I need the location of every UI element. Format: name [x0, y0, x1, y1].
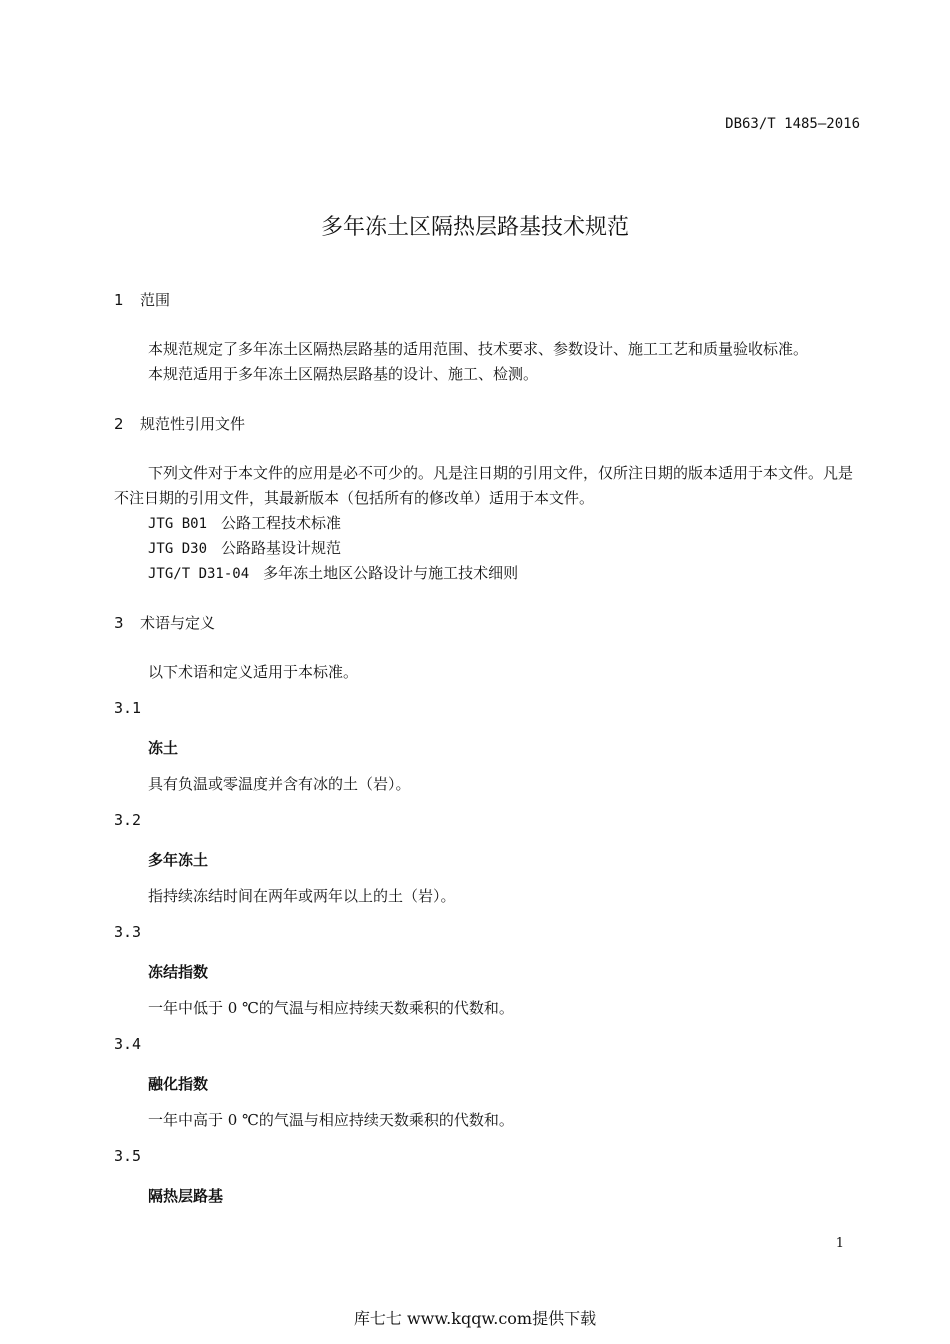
section-2-heading [114, 413, 245, 434]
term-definition: 一年中高于 0 ℃的气温与相应持续天数乘积的代数和。 [148, 1111, 514, 1129]
watermark-text: 库七七 www.kqqw.com提供下载 [353, 1309, 597, 1328]
section-3-heading [114, 612, 215, 633]
section-1-heading [114, 289, 170, 310]
term-name: 多年冻土 [148, 851, 209, 869]
term-number: 3.4 [114, 1035, 142, 1053]
section-title: 术语与定义 [140, 614, 216, 632]
term-name: 冻结指数 [148, 963, 209, 981]
paragraph: 下列文件对于本文件的应用是必不可少的。凡是注日期的引用文件，仅所注日期的版本适用于本文件。凡是不注日期的引用文件，其最新版本（包括所有的修改单）适用于本文件。 [114, 464, 854, 507]
reference-item [148, 512, 341, 533]
reference-title: 公路路基设计规范 [221, 539, 342, 557]
section-title: 规范性引用文件 [140, 415, 246, 433]
reference-code: JTG B01 [148, 516, 208, 532]
term-number: 3.3 [114, 923, 142, 941]
document-title: 多年冻土区隔热层路基技术规范 [320, 215, 629, 240]
term-definition: 具有负温或零温度并含有冰的土（岩）。 [148, 775, 411, 793]
term-number: 3.2 [114, 811, 142, 829]
paragraph: 本规范规定了多年冻土区隔热层路基的适用范围、技术要求、参数设计、施工工艺和质量验收标准。 [148, 340, 809, 358]
reference-item [148, 562, 518, 583]
paragraph: 以下术语和定义适用于本标准。 [148, 663, 359, 681]
term-name: 融化指数 [148, 1075, 209, 1093]
reference-item [148, 537, 341, 558]
section-title: 范围 [140, 291, 171, 309]
reference-title: 公路工程技术标准 [221, 514, 342, 532]
section-number: 2 [114, 415, 124, 433]
reference-code: JTG D30 [148, 541, 208, 557]
section-number: 1 [114, 291, 124, 309]
reference-title: 多年冻土地区公路设计与施工技术细则 [263, 564, 519, 582]
term-definition: 一年中低于 0 ℃的气温与相应持续天数乘积的代数和。 [148, 999, 514, 1017]
term-definition: 指持续冻结时间在两年或两年以上的土（岩）。 [148, 887, 456, 905]
term-number: 3.5 [114, 1147, 142, 1165]
section-number: 3 [114, 614, 124, 632]
standard-code: DB63/T 1485—2016 [725, 116, 860, 132]
term-name: 冻土 [148, 739, 179, 757]
term-name: 隔热层路基 [148, 1187, 224, 1205]
page-number: 1 [835, 1236, 844, 1251]
reference-code: JTG/T D31-04 [148, 566, 250, 582]
term-number: 3.1 [114, 699, 142, 717]
paragraph: 本规范适用于多年冻土区隔热层路基的设计、施工、检测。 [148, 365, 539, 383]
